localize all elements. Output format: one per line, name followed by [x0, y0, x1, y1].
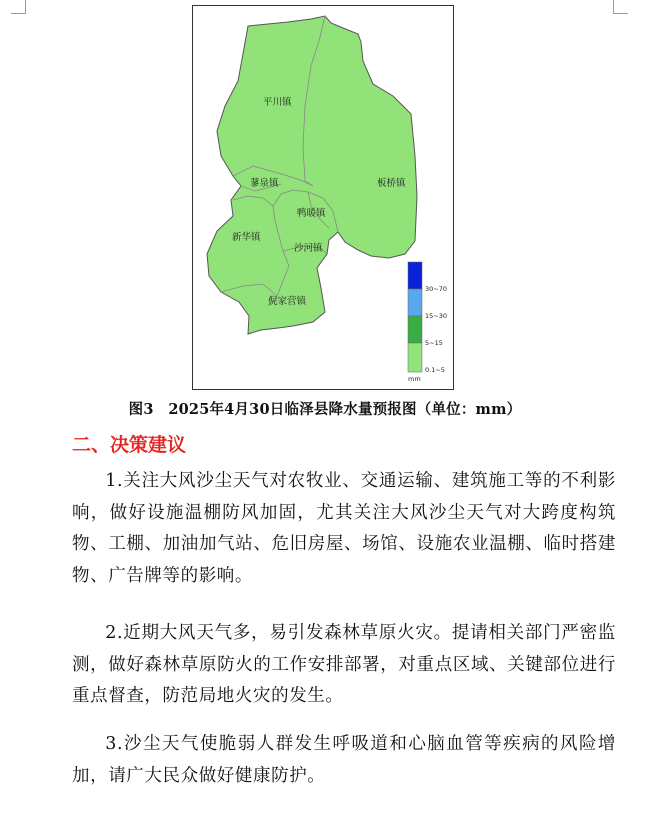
paragraph-2: 2.近期大风天气多，易引发森林草原火灾。提请相关部门严密监测，做好森林草原防火的工作安排部署，对重点区域、关键部位进行重点督查，防范局地火灾的发生。 — [72, 623, 616, 706]
legend-label: 30~70 — [425, 285, 447, 293]
town-label-liaoquan: 蓼泉镇 — [250, 178, 279, 189]
town-label-pingchuan: 平川镇 — [263, 97, 292, 108]
legend-label: 15~30 — [425, 312, 447, 320]
legend-unit: mm — [408, 375, 421, 383]
town-label-shahe: 沙河镇 — [294, 243, 323, 254]
figure-caption: 图3 2025年4月30日临泽县降水量预报图（单位：mm） — [128, 401, 522, 418]
county-map-svg — [193, 6, 453, 389]
section-title: 二、决策建议 — [72, 434, 187, 456]
legend-swatch-5-15 — [408, 316, 422, 343]
legend-label: 5~15 — [425, 339, 443, 347]
paragraph-3: 3.沙尘天气使脆弱人群发生呼吸道和心脑血管等疾病的风险增加，请广大民众做好健康防护。 — [72, 734, 616, 786]
town-label-xinhua: 新华镇 — [232, 232, 261, 243]
precipitation-map — [192, 5, 454, 390]
legend-swatch-0-5 — [408, 343, 422, 372]
legend-swatch-30-70 — [408, 262, 422, 289]
legend-swatch-15-30 — [408, 289, 422, 316]
town-label-banqiao: 板桥镇 — [377, 178, 406, 189]
town-label-yanuan: 鸭暖镇 — [297, 208, 326, 219]
legend-label: 0.1~5 — [425, 366, 445, 374]
paragraph-1: 1.关注大风沙尘天气对农牧业、交通运输、建筑施工等的不利影响，做好设施温棚防风加固，尤其关注大风沙尘天气对大跨度构筑物、工棚、加油加气站、危旧房屋、场馆、设施农业温棚、临时搭建物、广告牌等的影响。 — [72, 471, 616, 586]
legend — [408, 262, 447, 383]
page-corner-mark — [11, 0, 26, 14]
town-label-nijiaying: 倪家营镇 — [268, 296, 307, 307]
page-corner-mark — [613, 0, 628, 14]
